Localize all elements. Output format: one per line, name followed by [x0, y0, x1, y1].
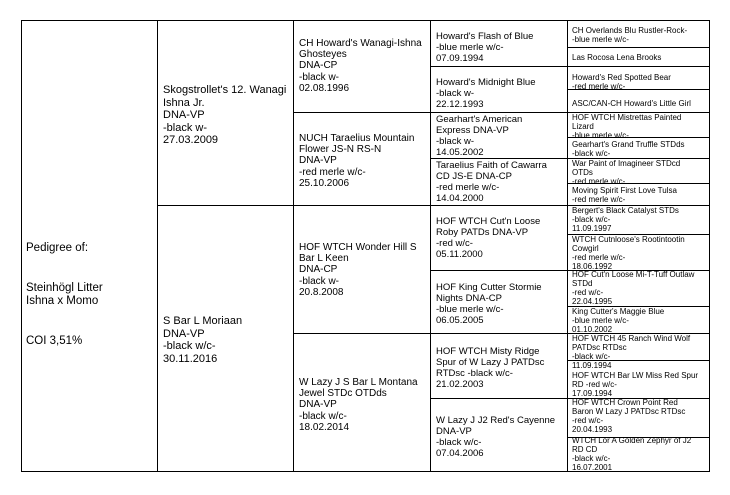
coi-value: COI 3,51% — [26, 335, 83, 347]
great-grandparent: Gearhart's American Express DNA-VP -black w- 14.05.2002 — [436, 114, 523, 158]
great-great-grandparent: HOF Cut'n Loose Mi-T-Tuff Outlaw STDd -red w/c- 22.04.1995 — [572, 271, 695, 306]
grandparent: HOF WTCH Wonder Hill S Bar L Keen DNA-CP -black w- 20.8.2008 — [299, 242, 417, 298]
great-great-grandparent: Gearhart's Grand Truffle STDds -black w/c- — [572, 141, 685, 158]
great-great-grandparent: HOF WTCH 45 Ranch Wind Wolf PATDsc RTDsc -black w/c- 11.09.1994 — [572, 335, 691, 370]
root-cell — [26, 228, 154, 362]
column-divider — [157, 20, 158, 472]
grandparent: W Lazy J S Bar L Montana Jewel STDc OTDds DNA-VP -black w/c- 18.02.2014 — [299, 377, 418, 433]
column-divider — [567, 20, 568, 472]
great-grandparent: W Lazy J J2 Red's Cayenne DNA-VP -black w/c- 07.04.2006 — [436, 415, 556, 459]
grandparent: CH Howard's Wanagi-Ishna Ghosteyes DNA-CP -black w- 02.08.1996 — [299, 38, 422, 94]
grandparent: NUCH Taraelius Mountain Flower JS-N RS-N DNA-VP -red merle w/c- 25.10.2006 — [299, 133, 415, 189]
great-great-grandparent: Moving Spirit First Love Tulsa -red merle w/c- — [572, 187, 677, 204]
parent-sire: Skogstrollet's 12. Wanagi Ishna Jr. DNA-VP -black w- 27.03.2009 — [163, 84, 287, 146]
row-divider — [430, 66, 710, 67]
great-great-grandparent: Bergert's Black Catalyst STDs -black w/c- 11.09.1997 — [572, 207, 679, 233]
row-divider — [157, 205, 710, 206]
great-grandparent: Howard's Midnight Blue -black w- 22.12.1993 — [436, 77, 536, 110]
great-great-grandparent: HOF WTCH Bar LW Miss Red Spur RD -red w/c- 17.09.1994 — [572, 372, 699, 398]
row-divider — [293, 112, 710, 113]
row-divider — [567, 234, 710, 235]
column-divider — [430, 20, 431, 472]
great-great-grandparent: WTCH Lor A Golden Zephyr of J2 RD CD -black w/c- 16.07.2001 — [572, 437, 692, 472]
table-border-right — [709, 20, 710, 472]
table-border-left — [21, 20, 22, 472]
great-great-grandparent: War Paint of Imagineer STDcd OTDs -red merle w/c- — [572, 160, 681, 186]
great-grandparent: Taraelius Faith of Cawarra CD JS-E DNA-CP -red merle w/c- 14.04.2000 — [436, 160, 547, 204]
pedigree-of-label: Pedigree of: — [26, 241, 89, 254]
great-great-grandparent: HOF WTCH Crown Point Red Baron W Lazy J PATDsc RTDsc -red w/c- 20.04.1993 — [572, 399, 686, 434]
great-grandparent: HOF WTCH Cut'n Loose Roby PATDs DNA-VP -red w/c- 05.11.2000 — [436, 216, 541, 260]
great-great-grandparent: King Cutter's Maggie Blue -blue merle w/c- 01.10.2002 — [572, 308, 665, 334]
parent-dam: S Bar L Moriaan DNA-VP -black w/c- 30.11.2016 — [163, 315, 243, 365]
column-divider — [293, 20, 294, 472]
table-border-top — [21, 20, 710, 21]
great-grandparent: HOF King Cutter Stormie Nights DNA-CP -blue merle w/c- 06.05.2005 — [436, 282, 542, 326]
great-great-grandparent: ASC/CAN-CH Howard's Little Girl — [572, 100, 691, 108]
great-great-grandparent: Howard's Red Spotted Bear -red merle w/c- — [572, 74, 671, 91]
row-divider — [567, 47, 710, 48]
great-grandparent: Howard's Flash of Blue -blue merle w/c- 07.09.1994 — [436, 31, 534, 64]
great-great-grandparent: HOF WTCH Mistrettas Painted Lizard -blue merle w/c- — [572, 114, 682, 140]
great-grandparent: HOF WTCH Misty Ridge Spur of W Lazy J PATDsc RTDsc -black w/c- 21.02.2003 — [436, 346, 545, 390]
great-great-grandparent: WTCH Cutnloose's Rootintootin Cowgirl -red merle w/c- 18.06.1992 — [572, 236, 685, 271]
great-great-grandparent: Las Rocosa Lena Brooks — [572, 54, 662, 62]
great-great-grandparent: CH Overlands Blu Rustler-Rock- -blue merle w/c- — [572, 27, 688, 44]
litter-name: Steinhögl Litter Ishna x Momo — [26, 281, 103, 307]
